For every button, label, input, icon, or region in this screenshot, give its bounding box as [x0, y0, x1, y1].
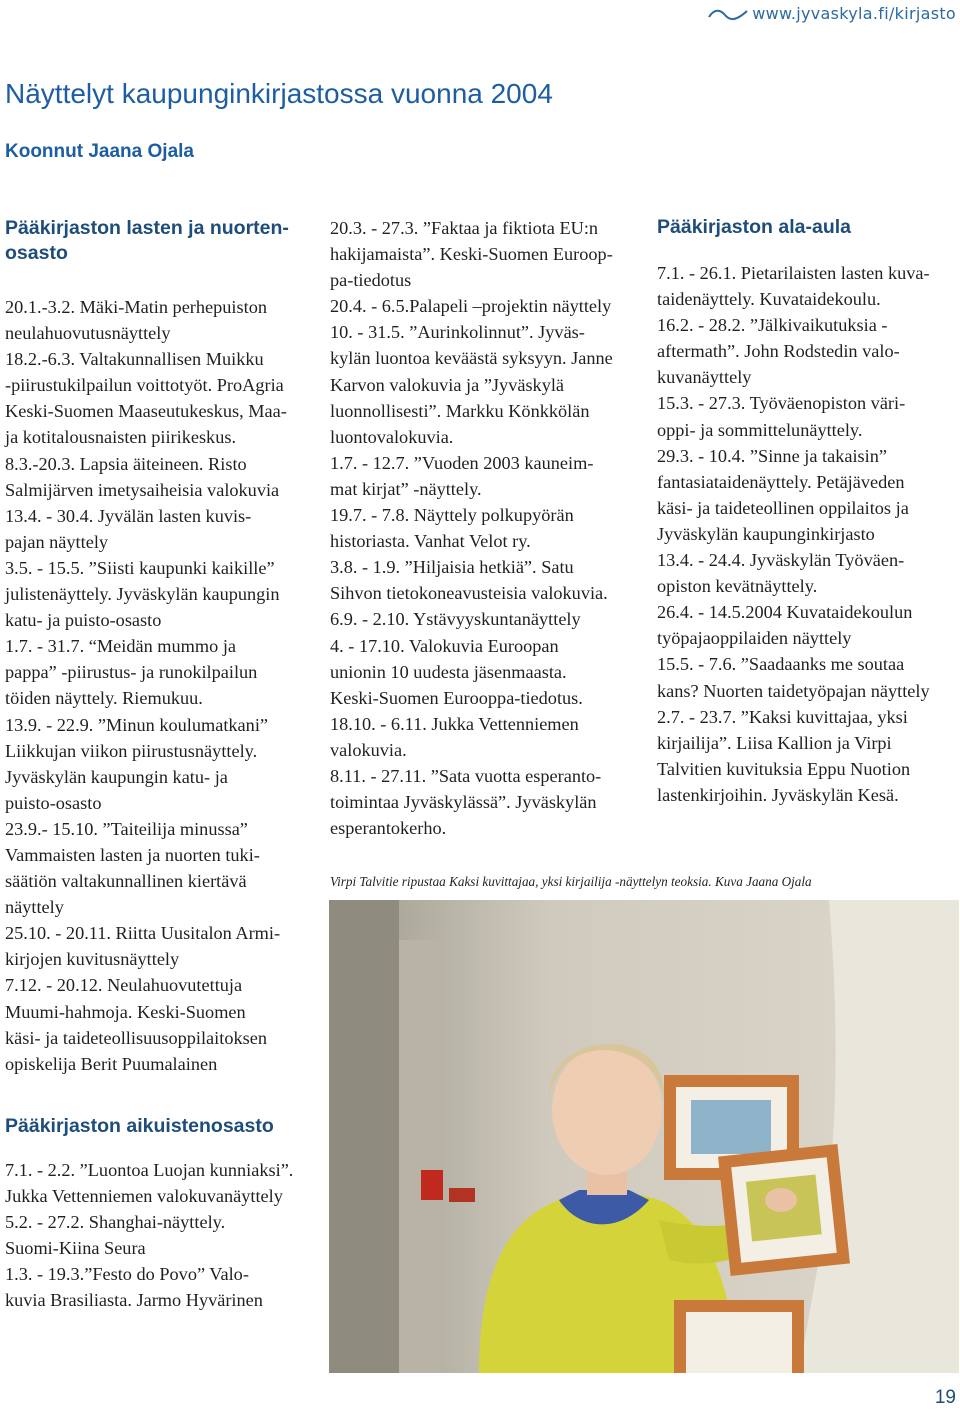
heading-children-line1: Pääkirjaston lasten ja nuorten-	[5, 217, 289, 239]
site-url	[708, 4, 956, 23]
section-heading-adults: Pääkirjaston aikuistenosasto	[5, 1115, 274, 1137]
site-url-text[interactable]: www.jyvaskyla.fi/kirjasto	[752, 4, 956, 23]
heading-children-line2: osasto	[5, 242, 68, 264]
section-adults	[5, 1114, 305, 1314]
section-text-lobby: 7.1. - 26.1. Pietarilaisten lasten kuva- taidenäyttely. Kuvataidekoulu. 16.2. - 28.2. ”Jälkivaikutuksia - aftermath”. John Rodstedin valo- kuvanäyttely 15.3. - 27.3. Työväenopiston väri- oppi- ja sommittelunäyttely. 29.3. - 10.4. ”Sinne ja takaisin” fantasiataidenäyttely. Petäjäveden käsi- ja taideteollinen oppilaitos ja Jyväskylän kaupunginkirjasto 13.4. - 24.4. Jyväskylän Työväen- opiston kevätnäyttely. 26.4. - 14.5.2004 Kuvataidekoulun työpajaoppilaiden näyttely 15.5. - 7.6. ”Saadaanks me soutaa kans? Nuorten taidetyöpajan näyttely 2.7. - 23.7. ”Kaksi kuvittajaa, yksi kirjailija”. Liisa Kallion ja Virpi Talvitien kuvituksia Eppu Nuotion lastenkirjoihin. Jyväskylän Kesä.	[657, 263, 930, 805]
section-children	[5, 216, 305, 1077]
page-title: Näyttelyt kaupunginkirjastossa vuonna 2004	[5, 78, 553, 109]
section-heading-lobby: Pääkirjaston ala-aula	[657, 216, 852, 238]
section-text-adults: 7.1. - 2.2. ”Luontoa Luojan kunniaksi”. Jukka Vettenniemen valokuvanäyttely 5.2. - 27.2. Shanghai-näyttely. Suomi-Kiina Seura 1.3. - 19.3.”Festo do Povo” Valo- kuvia Brasiliasta. Jarmo Hyvärinen	[5, 1160, 294, 1311]
exhibition-photo	[329, 900, 959, 1373]
wave-icon	[708, 6, 748, 22]
section-heading-children	[5, 216, 305, 266]
section-text-adults-continued: 20.3. - 27.3. ”Faktaa ja fiktiota EU:n hakijamaista”. Keski-Suomen Euroop- pa-tiedotus 20.4. - 6.5.Palapeli –projektin näyttely 10. - 31.5. ”Aurinkolinnut”. Jyväs- kylän luontoa keväästä syksyyn. Janne Karvon valokuvia ja ”Jyväskylä luonnollisesti”. Markku Könkkölän luontovalokuvia. 1.7. - 12.7. ”Vuoden 2003 kauneim- mat kirjat” -näyttely. 19.7. - 7.8. Näyttely polkupyörän historiasta. Vanhat Velot ry. 3.8. - 1.9. ”Hiljaisia hetkiä”. Satu Sihvon tietokoneavusteisia valokuvia. 6.9. - 2.10. Ystävyyskuntanäyttely 4. - 17.10. Valokuvia Euroopan unionin 10 uudesta jäsenmaasta. Keski-Suomen Eurooppa-tiedotus. 18.10. - 6.11. Jukka Vettenniemen valokuvia. 8.11. - 27.11. ”Sata vuotta esperanto- toimintaa Jyväskylässä”. Jyväskylän esperantokerho.	[330, 218, 613, 839]
section-text-children: 20.1.-3.2. Mäki-Matin perhepuiston neulahuovutusnäyttely 18.2.-6.3. Valtakunnallisen Muikku -piirustukilpailun voittotyöt. ProAgria Keski-Suomen Maaseutukeskus, Maa- ja kotitalousnaisten piirikeskus. 8.3.-20.3. Lapsia äiteineen. Risto Salmijärven imetysaiheisia valokuvia 13.4. - 30.4. Jyvälän lasten kuvis- pajan näyttely 3.5. - 15.5. ”Siisti kaupunki kaikille” julistenäyttely. Jyväskylän kaupungin katu- ja puisto-osasto 1.7. - 31.7. “Meidän mummo ja pappa” -piirustus- ja runokilpailun töiden näyttely. Riemukuu. 13.9. - 22.9. ”Minun koulumatkani” Liikkujan viikon piirustusnäyttely. Jyväskylän kaupungin katu- ja puisto-osasto 23.9.- 15.10. ”Taiteilija minussa” Vammaisten lasten ja nuorten tuki- säätiön valtakunnallinen kiertävä näyttely 25.10. - 20.11. Riitta Uusitalon Armi- kirjojen kuvitusnäyttely 7.12. - 20.12. Neulahuovutettuja Muumi-hahmoja. Keski-Suomen käsi- ja taideteollisuusoppilaitoksen opiskelija Berit Puumalainen	[5, 297, 287, 1074]
section-lobby	[657, 215, 960, 808]
section-adults-continued	[330, 215, 635, 841]
photo-illustration	[329, 900, 959, 1373]
page-number: 19	[934, 1387, 956, 1408]
photo-caption: Virpi Talvitie ripustaa Kaksi kuvittajaa, yksi kirjailija -näyttelyn teoksia. Kuva Jaana Ojala	[330, 874, 812, 889]
page-author: Koonnut Jaana Ojala	[5, 141, 194, 162]
